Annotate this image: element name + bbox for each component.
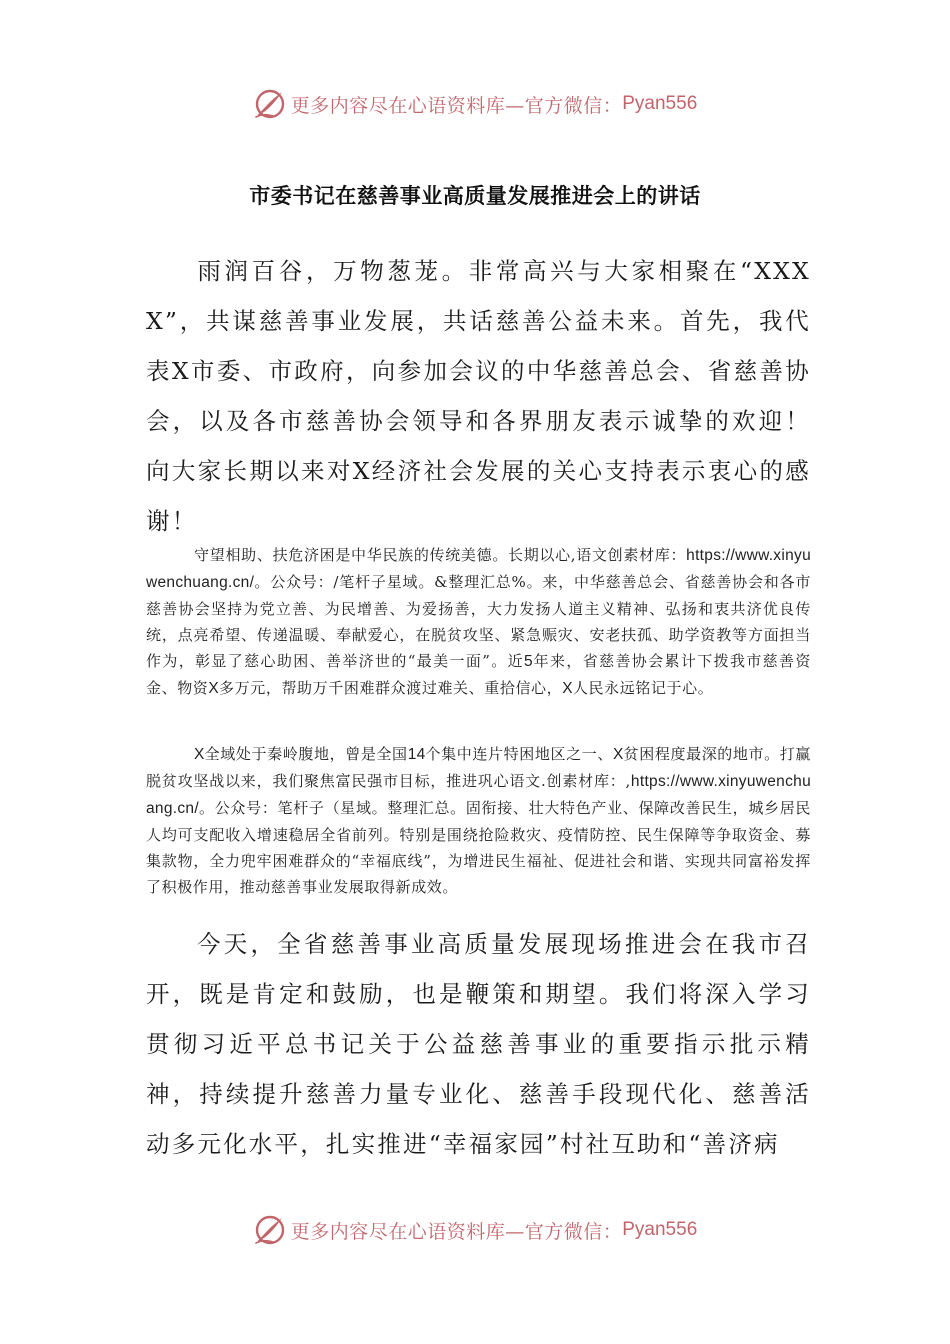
paragraph-opening-text: 雨润百谷，万物葱茏。非常高兴与大家相聚在“XXXX”，共谋慈善事业发展，共话慈善公益未来。首先，我代表X市委、市政府，向参加会议的中华慈善总会、省慈善协会，以及各市慈善协会领导和各界朋友表示诚挚的欢迎！向大家长期以来对X经济社会发展的关心支持表示衷心的感谢！ [146,257,811,535]
para2-x2: X [562,680,573,697]
para2-number-5: 5 [523,653,533,670]
paragraph-region [146,741,811,900]
watermark-banner-top [0,82,950,126]
para3-text-c: 贫困程度最深的地市。打赢脱贫攻坚战以来，我们聚焦富民强市目标，推进巩心语文.创素材库：, [146,745,811,790]
para3-text-d: 。公众号：笔杆子（星域。整理汇总。固衔接、壮大特色产业、保障改善民生，城乡居民人均可支配收入增速稳居全省前列。特别是围绕抢险救灾、疫情防控、民生保障等争取资金、募集款物，全力兜牢困难群众的“幸福底线”，为增进民生福祉、促进社会和谐、实现共同富裕发挥了积极作用，推动慈善事业发展取得新成效。 [146,799,811,896]
para3-text-a: 全域处于秦岭腹地，曾是全国 [204,745,408,763]
document-title: 市委书记在慈善事业高质量发展推进会上的讲话 [249,184,701,208]
para3-url: https://www.xinyuwenchuang.cn/ [146,773,811,817]
quill-pen-icon [253,1213,287,1247]
para2-text-a: 守望相助、扶危济困是中华民族的传统美德。长期以心,语文创素材库： [194,546,687,564]
watermark-text: 更多内容尽在心语资料库—官方微信： [290,94,623,117]
watermark-text: 更多内容尽在心语资料库—官方微信： [290,1220,623,1243]
para3-x2: X [612,746,624,763]
quill-pen-icon [253,87,287,121]
paragraph-tradition [146,542,811,702]
para2-text-e: 人民永远铭记于心。 [572,679,714,697]
para2-text-d: 多万元，帮助万千困难群众渡过难关、重拾信心， [219,679,563,697]
watermark-banner-bottom [0,1208,950,1252]
paragraph-today-text: 今天，全省慈善事业高质量发展现场推进会在我市召开，既是肯定和鼓励，也是鞭策和期望。我们将深入学习贯彻习近平总书记关于公益慈善事业的重要指示批示精神，持续提升慈善力量专业化、慈善手段现代化、慈善活动多元化水平，扎实推进“幸福家园”村社互助和“善济病 [146,930,811,1158]
watermark-wechat-id: Pyan556 [622,93,698,114]
watermark-wechat-id: Pyan556 [622,1219,698,1240]
para2-url: https://www.xinyuwenchuang.cn/ [146,547,811,591]
paragraph-today [146,919,811,1169]
para2-text-b: 。公众号：/笔杆子星域。&整理汇总%。来，中华慈善总会、省慈善协会和各市慈善协会坚持为党立善、为民增善、为爱扬善，大力发扬人道主义精神、弘扬和衷共济优良传统，点亮希望、传递温暖、奉献爱心，在脱贫攻坚、紧急赈灾、安老扶孤、助学资教等方面担当作为，彰显了慈心助困、善举济世的“最美一面”。近 [146,573,811,670]
paragraph-opening [146,246,811,546]
para3-number-14: 14 [407,746,426,763]
para2-text-c: 年来，省慈善协会累计下拨我市慈善资金、物资 [146,652,811,697]
para3-text-b: 个集中连片特困地区之一、 [425,745,613,763]
para3-x1: X [194,746,205,763]
para2-x1: X [208,680,220,697]
